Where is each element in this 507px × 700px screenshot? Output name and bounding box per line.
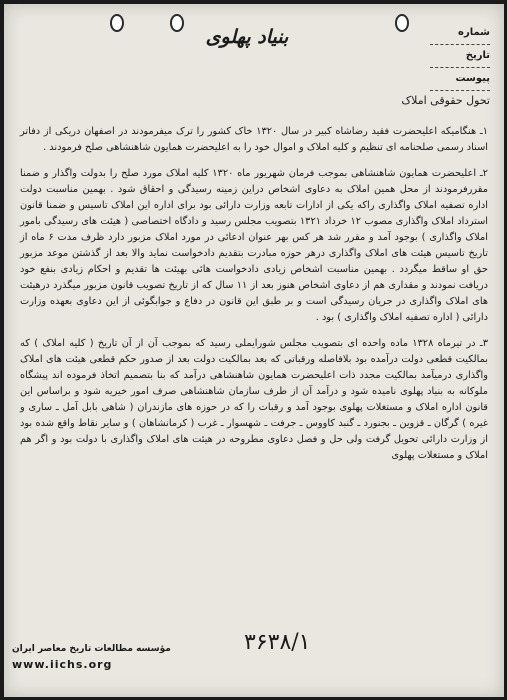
- institute-watermark: [12, 644, 172, 694]
- attachment-field: پیوست: [430, 68, 490, 91]
- binder-hole: [110, 14, 124, 32]
- paragraph-2: ۲ـ اعلیحضرت همایون شاهنشاهی بموجب فرمان شهریور ماه ۱۳۲۰ کلیه املاک مورد صلح را بدولت واگذار و ضمنا مقررفرمودند از محل همین املاک به دعاوی اشخاص دراین زمینه رسیدگی و احقاق شود . بهمین مناسبت دولت اداره تصفیه املاک واگذاری راکه یکی از ادارات تابعه وزارت دارائی بود برای اداره این املاک تاسیس و ضمنا قانون استرداد املاک واگذاری مصوب ۱۲ خرداد ۱۳۲۱ بتصویب مجلس رسید و دادگاه اختصاصی ( هیئت های رسیدگی بامور املاک واگذاری ) بوجود آمد و مقرر شد هر کس بهر عنوان ادعائی در مورد املاک مزبور دارد ظرف مدت ۶ ماه از تاریخ تاسیس هیئت های املاک واگذاری درهر حوزه مبادرت بتقدیم دادخواست نماید والا بعد از گذشتن موعد مزبور حق او ساقط میگردد . بهمین مناسبت اشخاص زیادی دادخواست هائی بهیئت ها تقدیم و احکام زیادی بنفع خود دریافت نمودند و مقداری هم از دعاوی اشخاص هنوز بعد از ۱۱ سال که از تاریخ تصویب قانون مزبور میگذرد درهیئت های املاک واگذاری در جریان رسیدگی است و بر طبق این قانون در دفاع و جوابگوئی از این دعاوی بعهده وزارت دارائی ( اداره تصفیه املاک واگذاری ) بود .: [20, 168, 489, 323]
- binder-hole: [170, 14, 184, 32]
- date-field: تاریخ: [430, 45, 490, 68]
- binder-hole: [395, 14, 409, 32]
- document-number: ۳۶۳۸/۱: [244, 630, 311, 655]
- letterhead-title: بنیاد پهلوی: [205, 26, 289, 48]
- paragraph-1: ۱ـ هنگامیکه اعلیحضرت فقید رضاشاه کبیر در سال ۱۳۲۰ خاک کشور را ترک میفرمودند در اصفهان دریکی از دفاتر اسناد رسمی صلحنامه ای تنظیم و کلیه املاک و اموال خود را به اعلیحضرت همایون شاهنشاهی صلح فرمودند .: [20, 126, 489, 153]
- letterhead-meta: [430, 22, 490, 91]
- number-field: شماره: [430, 22, 490, 45]
- document-body: [20, 124, 488, 464]
- paragraph-3: ۳ـ در تیرماه ۱۳۲۸ ماده واحده ای بتصویب مجلس شورایملی رسید که بموجب آن از آن تاریخ ( کلیه املاک ) که بمالکیت قطعی دولت درآمده بود بلافاصله ورقباتی که بعد بمالکیت دولت بعد از صدور حکم قطعی هیئت های املاک واگذاری درمیآمد بمالکیت مجدد ذات اعلیحضرت همایون شاهنشاهی درآمد که بنا بتصمیم اتخاذ فرموده اند پیشگاه ملوکانه به بنیاد پهلوی نامیده شود و درآمد آن از طرف سازمان شاهنشاهی صرف امور خیریه شود و براساس این قانون اداره املاک و مستغلات پهلوی بوجود آمد و رقبات را که در حوزه های مازندران ( شاهی بابل آمل ـ ساری و غیره ) گرگان ـ قزوین ـ بجنورد ـ گنبد کاووس ـ جرفت ـ شهسوار ـ غرب ( کرمانشاهان ) و سایر نقاط واقع شده بود از وزارت دارائی تحویل گرفت ولی حل و فصل دعاوی مطروحه در هیئت های املاک واگذاری با دولت بود و اگر هم املاک و مستغلات پهلوی: [20, 338, 488, 461]
- subject-line: تحول حقوقی املاک: [401, 94, 490, 107]
- institute-name: مؤسسه مطالعات تاریخ معاصر ایران: [12, 644, 171, 654]
- institute-url: www.iichs.org: [12, 658, 113, 671]
- document-page: [4, 4, 504, 697]
